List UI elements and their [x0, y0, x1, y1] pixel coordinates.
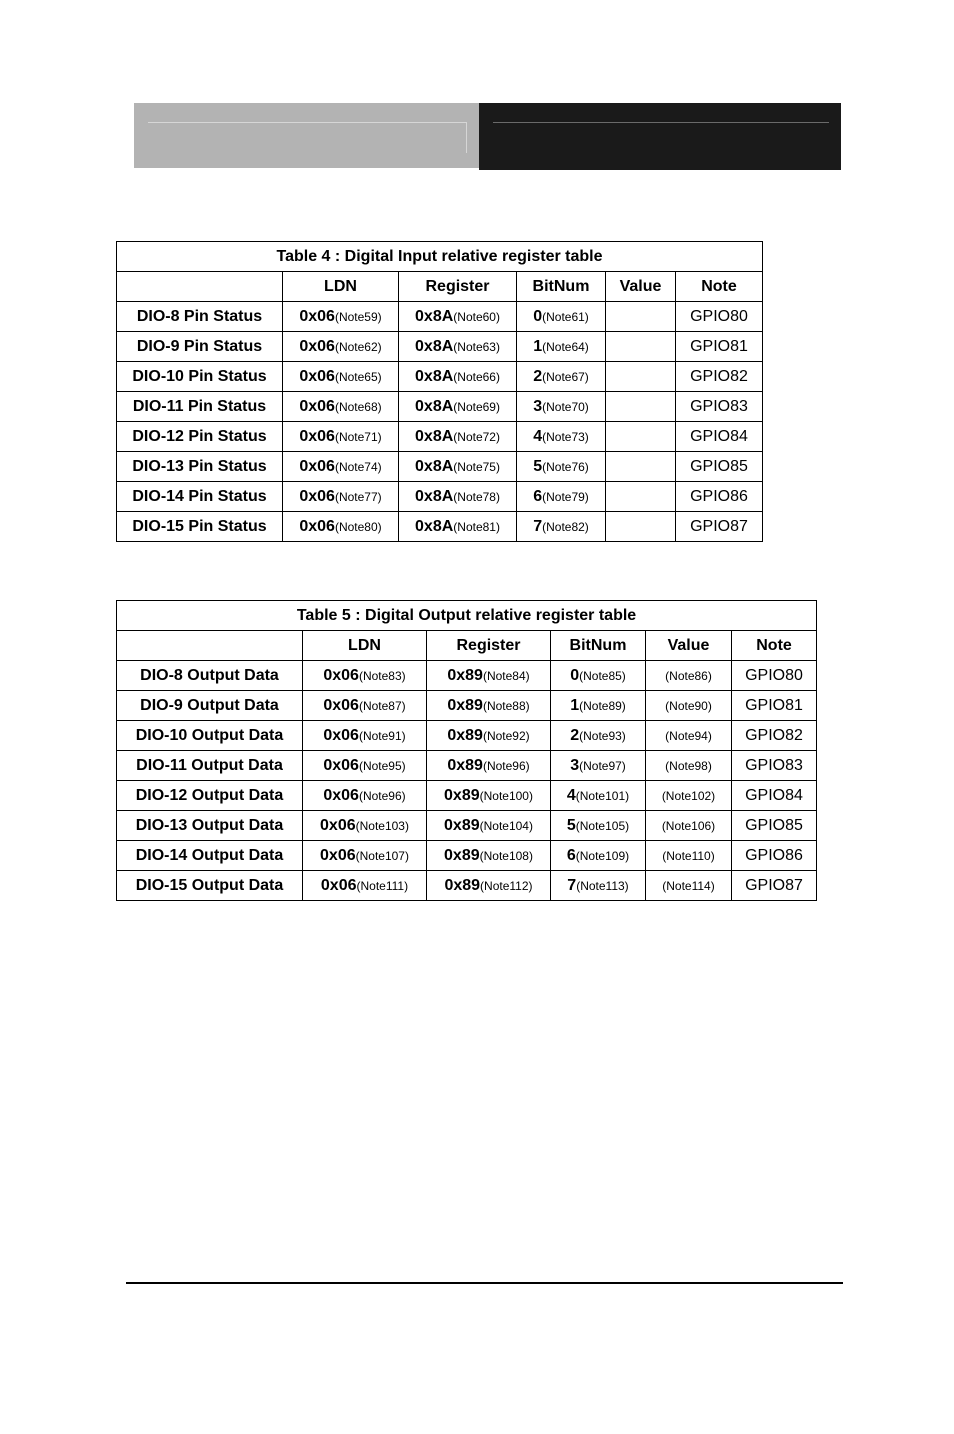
gpio-note-cell: GPIO82 [676, 362, 763, 392]
value-cell [606, 332, 676, 362]
ldn-cell [283, 392, 399, 422]
digital-input-register-table [116, 241, 763, 542]
ldn-cell-value: 0x06 [320, 816, 356, 834]
bitnum-cell-value: 1 [570, 696, 580, 714]
register-cell-value: 0x89 [447, 756, 483, 774]
bitnum-cell [551, 691, 646, 721]
gpio-note-cell: GPIO80 [732, 661, 817, 691]
ldn-cell-note: (Note80) [334, 519, 382, 534]
table-title: Table 4 : Digital Input relative register table [117, 242, 763, 272]
value-cell [606, 302, 676, 332]
table-title: Table 5 : Digital Output relative register table [117, 601, 817, 631]
register-cell [399, 302, 517, 332]
row-label: DIO-9 Pin Status [117, 332, 283, 362]
value-note: (Note86) [665, 668, 712, 683]
register-cell-value: 0x89 [444, 816, 480, 834]
register-cell-value: 0x89 [447, 666, 483, 684]
ldn-cell-note: (Note68) [334, 399, 382, 414]
register-cell [427, 871, 551, 901]
register-cell [427, 781, 551, 811]
ldn-cell [303, 871, 427, 901]
bitnum-cell-note: (Note105) [575, 818, 630, 833]
ldn-cell-note: (Note59) [334, 309, 382, 324]
value-cell [646, 661, 732, 691]
table-row [117, 661, 817, 691]
header-band-left [134, 103, 479, 168]
bitnum-cell-note: (Note70) [542, 399, 589, 414]
gpio-note-cell: GPIO83 [732, 751, 817, 781]
column-header [117, 272, 283, 302]
value-cell [606, 392, 676, 422]
gpio-note-cell: GPIO87 [676, 512, 763, 542]
bitnum-cell-note: (Note93) [579, 728, 626, 743]
register-cell-note: (Note112) [480, 878, 533, 893]
table-row [117, 452, 763, 482]
gpio-note-cell: GPIO82 [732, 721, 817, 751]
ldn-cell [283, 302, 399, 332]
bitnum-cell-note: (Note61) [542, 309, 589, 324]
register-cell-note: (Note66) [453, 369, 500, 384]
ldn-cell [283, 332, 399, 362]
value-cell [646, 781, 732, 811]
register-cell-note: (Note72) [453, 429, 500, 444]
bitnum-cell-note: (Note85) [579, 668, 626, 683]
ldn-cell-value: 0x06 [320, 846, 356, 864]
register-cell-note: (Note60) [453, 309, 500, 324]
table-row [117, 781, 817, 811]
bitnum-cell-value: 6 [566, 846, 576, 864]
table-row [117, 332, 763, 362]
value-note: (Note98) [665, 758, 712, 773]
register-cell-value: 0x89 [444, 786, 480, 804]
ldn-cell-value: 0x06 [299, 457, 335, 475]
bitnum-cell-value: 7 [533, 517, 543, 535]
register-cell-note: (Note100) [479, 788, 533, 803]
bitnum-cell [517, 512, 606, 542]
bitnum-cell [517, 302, 606, 332]
table-row [117, 841, 817, 871]
ldn-cell-value: 0x06 [323, 786, 359, 804]
register-cell-value: 0x8A [415, 337, 454, 355]
bitnum-cell [517, 332, 606, 362]
bitnum-cell-value: 2 [570, 726, 580, 744]
bitnum-cell-value: 3 [570, 756, 580, 774]
register-cell-value: 0x8A [415, 517, 454, 535]
bitnum-cell-value: 0 [533, 307, 543, 325]
column-header: Register [399, 272, 517, 302]
register-cell-value: 0x8A [415, 367, 454, 385]
bitnum-cell-note: (Note73) [542, 429, 589, 444]
column-header: Note [732, 631, 817, 661]
bitnum-cell-note: (Note76) [542, 459, 589, 474]
gpio-note-cell: GPIO81 [676, 332, 763, 362]
bitnum-cell-note: (Note82) [542, 519, 589, 534]
column-header: LDN [303, 631, 427, 661]
value-note: (Note106) [661, 818, 716, 833]
ldn-cell-note: (Note96) [358, 788, 406, 803]
register-cell-value: 0x89 [444, 846, 480, 864]
header-band-right [479, 103, 841, 170]
ldn-cell-value: 0x06 [323, 726, 359, 744]
gpio-note-cell: GPIO84 [732, 781, 817, 811]
bitnum-cell [551, 721, 646, 751]
row-label: DIO-14 Output Data [117, 841, 303, 871]
register-cell [399, 332, 517, 362]
table-title-row [117, 601, 817, 631]
register-cell-note: (Note96) [482, 758, 530, 773]
bitnum-cell [551, 751, 646, 781]
table-header-row [117, 631, 817, 661]
bitnum-cell-value: 5 [533, 457, 543, 475]
register-cell [427, 751, 551, 781]
ldn-cell-note: (Note103) [355, 818, 409, 833]
ldn-cell [283, 422, 399, 452]
register-cell [427, 691, 551, 721]
ldn-cell-value: 0x06 [299, 337, 335, 355]
column-header: Register [427, 631, 551, 661]
bitnum-cell-value: 6 [533, 487, 543, 505]
register-cell-value: 0x89 [447, 726, 483, 744]
bitnum-cell-value: 4 [533, 427, 543, 445]
register-cell [399, 392, 517, 422]
register-cell-note: (Note92) [482, 728, 530, 743]
row-label: DIO-10 Output Data [117, 721, 303, 751]
value-cell [646, 721, 732, 751]
table-row [117, 811, 817, 841]
value-cell [606, 482, 676, 512]
gpio-note-cell: GPIO87 [732, 871, 817, 901]
bitnum-cell [517, 392, 606, 422]
bitnum-cell-note: (Note79) [542, 489, 589, 504]
bitnum-cell [551, 661, 646, 691]
ldn-cell-note: (Note77) [334, 489, 382, 504]
bitnum-cell-note: (Note89) [579, 698, 626, 713]
table-row [117, 512, 763, 542]
ldn-cell-value: 0x06 [323, 756, 359, 774]
value-note: (Note114) [662, 878, 715, 893]
register-cell-value: 0x8A [415, 487, 454, 505]
gpio-note-cell: GPIO86 [732, 841, 817, 871]
row-label: DIO-13 Pin Status [117, 452, 283, 482]
column-header: Value [606, 272, 676, 302]
row-label: DIO-15 Pin Status [117, 512, 283, 542]
bitnum-cell [551, 841, 646, 871]
value-cell [606, 362, 676, 392]
register-cell [399, 512, 517, 542]
value-note: (Note110) [662, 848, 715, 863]
digital-output-register-table [116, 600, 817, 901]
table-row [117, 422, 763, 452]
row-label: DIO-9 Output Data [117, 691, 303, 721]
ldn-cell-note: (Note71) [334, 429, 382, 444]
bitnum-cell-value: 7 [567, 876, 577, 894]
column-header [117, 631, 303, 661]
table-row [117, 871, 817, 901]
ldn-cell-value: 0x06 [323, 666, 359, 684]
ldn-cell-value: 0x06 [299, 427, 335, 445]
column-header: Note [676, 272, 763, 302]
bitnum-cell [517, 362, 606, 392]
ldn-cell [283, 452, 399, 482]
gpio-note-cell: GPIO80 [676, 302, 763, 332]
register-cell-note: (Note63) [453, 339, 500, 354]
ldn-cell-note: (Note74) [334, 459, 382, 474]
ldn-cell [303, 841, 427, 871]
table-row [117, 392, 763, 422]
ldn-cell-note: (Note87) [358, 698, 406, 713]
bitnum-cell-note: (Note109) [575, 848, 630, 863]
value-note: (Note90) [665, 698, 712, 713]
register-cell [399, 452, 517, 482]
row-label: DIO-8 Pin Status [117, 302, 283, 332]
ldn-cell-value: 0x06 [320, 876, 357, 894]
table-row [117, 302, 763, 332]
ldn-cell [303, 721, 427, 751]
ldn-cell-note: (Note95) [358, 758, 406, 773]
register-cell-note: (Note88) [482, 698, 530, 713]
value-cell [606, 512, 676, 542]
register-cell [427, 811, 551, 841]
register-cell [427, 661, 551, 691]
row-label: DIO-11 Pin Status [117, 392, 283, 422]
bitnum-cell-value: 5 [566, 816, 576, 834]
gpio-note-cell: GPIO83 [676, 392, 763, 422]
gpio-note-cell: GPIO86 [676, 482, 763, 512]
table-row [117, 751, 817, 781]
bitnum-cell-note: (Note101) [575, 788, 630, 803]
register-cell-note: (Note69) [453, 399, 500, 414]
value-cell [606, 452, 676, 482]
table-row [117, 362, 763, 392]
bitnum-cell-note: (Note113) [576, 878, 629, 893]
value-cell [646, 691, 732, 721]
bitnum-cell [517, 422, 606, 452]
register-cell-value: 0x8A [415, 427, 454, 445]
column-header: LDN [283, 272, 399, 302]
bitnum-cell [517, 452, 606, 482]
row-label: DIO-14 Pin Status [117, 482, 283, 512]
row-label: DIO-8 Output Data [117, 661, 303, 691]
register-cell-value: 0x89 [444, 876, 481, 894]
register-cell-note: (Note81) [453, 519, 500, 534]
ldn-cell-value: 0x06 [299, 517, 335, 535]
ldn-cell [283, 482, 399, 512]
ldn-cell-value: 0x06 [299, 487, 335, 505]
bitnum-cell-value: 0 [570, 666, 580, 684]
ldn-cell [303, 781, 427, 811]
bitnum-cell-value: 2 [533, 367, 543, 385]
header-left-rule [148, 122, 467, 153]
table-row [117, 482, 763, 512]
value-cell [646, 841, 732, 871]
bitnum-cell-value: 3 [533, 397, 543, 415]
register-cell-value: 0x8A [415, 457, 454, 475]
register-cell [399, 482, 517, 512]
ldn-cell [283, 362, 399, 392]
header-right-rule [493, 122, 829, 123]
ldn-cell-value: 0x06 [299, 397, 335, 415]
ldn-cell-value: 0x06 [299, 367, 335, 385]
column-header: BitNum [551, 631, 646, 661]
ldn-cell-note: (Note62) [334, 339, 382, 354]
register-cell-note: (Note108) [479, 848, 533, 863]
gpio-note-cell: GPIO84 [676, 422, 763, 452]
table-title-row [117, 242, 763, 272]
value-cell [606, 422, 676, 452]
register-cell-value: 0x89 [447, 696, 483, 714]
value-note: (Note94) [665, 728, 712, 743]
column-header: BitNum [517, 272, 606, 302]
footer-rule [126, 1282, 843, 1284]
ldn-cell [283, 512, 399, 542]
table-row [117, 721, 817, 751]
bitnum-cell [551, 781, 646, 811]
bitnum-cell [551, 811, 646, 841]
ldn-cell [303, 661, 427, 691]
bitnum-cell-note: (Note97) [579, 758, 626, 773]
register-cell-value: 0x8A [415, 397, 454, 415]
register-cell-note: (Note75) [453, 459, 500, 474]
ldn-cell-value: 0x06 [323, 696, 359, 714]
ldn-cell-note: (Note83) [358, 668, 406, 683]
bitnum-cell [517, 482, 606, 512]
gpio-note-cell: GPIO85 [732, 811, 817, 841]
ldn-cell [303, 691, 427, 721]
value-note: (Note102) [661, 788, 716, 803]
bitnum-cell-value: 1 [533, 337, 543, 355]
table-row [117, 691, 817, 721]
table-header-row [117, 272, 763, 302]
row-label: DIO-12 Pin Status [117, 422, 283, 452]
register-cell [399, 422, 517, 452]
register-cell-note: (Note78) [453, 489, 500, 504]
row-label: DIO-15 Output Data [117, 871, 303, 901]
register-cell [427, 841, 551, 871]
ldn-cell-note: (Note111) [356, 878, 409, 893]
column-header: Value [646, 631, 732, 661]
ldn-cell-value: 0x06 [299, 307, 335, 325]
bitnum-cell [551, 871, 646, 901]
ldn-cell-note: (Note65) [334, 369, 382, 384]
register-cell-note: (Note104) [479, 818, 533, 833]
value-cell [646, 751, 732, 781]
register-cell [427, 721, 551, 751]
bitnum-cell-note: (Note64) [542, 339, 589, 354]
ldn-cell-note: (Note107) [355, 848, 409, 863]
ldn-cell-note: (Note91) [358, 728, 406, 743]
row-label: DIO-10 Pin Status [117, 362, 283, 392]
row-label: DIO-13 Output Data [117, 811, 303, 841]
value-cell [646, 871, 732, 901]
value-cell [646, 811, 732, 841]
row-label: DIO-12 Output Data [117, 781, 303, 811]
register-cell [399, 362, 517, 392]
ldn-cell [303, 751, 427, 781]
register-cell-note: (Note84) [482, 668, 530, 683]
register-cell-value: 0x8A [415, 307, 454, 325]
gpio-note-cell: GPIO85 [676, 452, 763, 482]
row-label: DIO-11 Output Data [117, 751, 303, 781]
bitnum-cell-value: 4 [566, 786, 576, 804]
ldn-cell [303, 811, 427, 841]
bitnum-cell-note: (Note67) [542, 369, 589, 384]
gpio-note-cell: GPIO81 [732, 691, 817, 721]
